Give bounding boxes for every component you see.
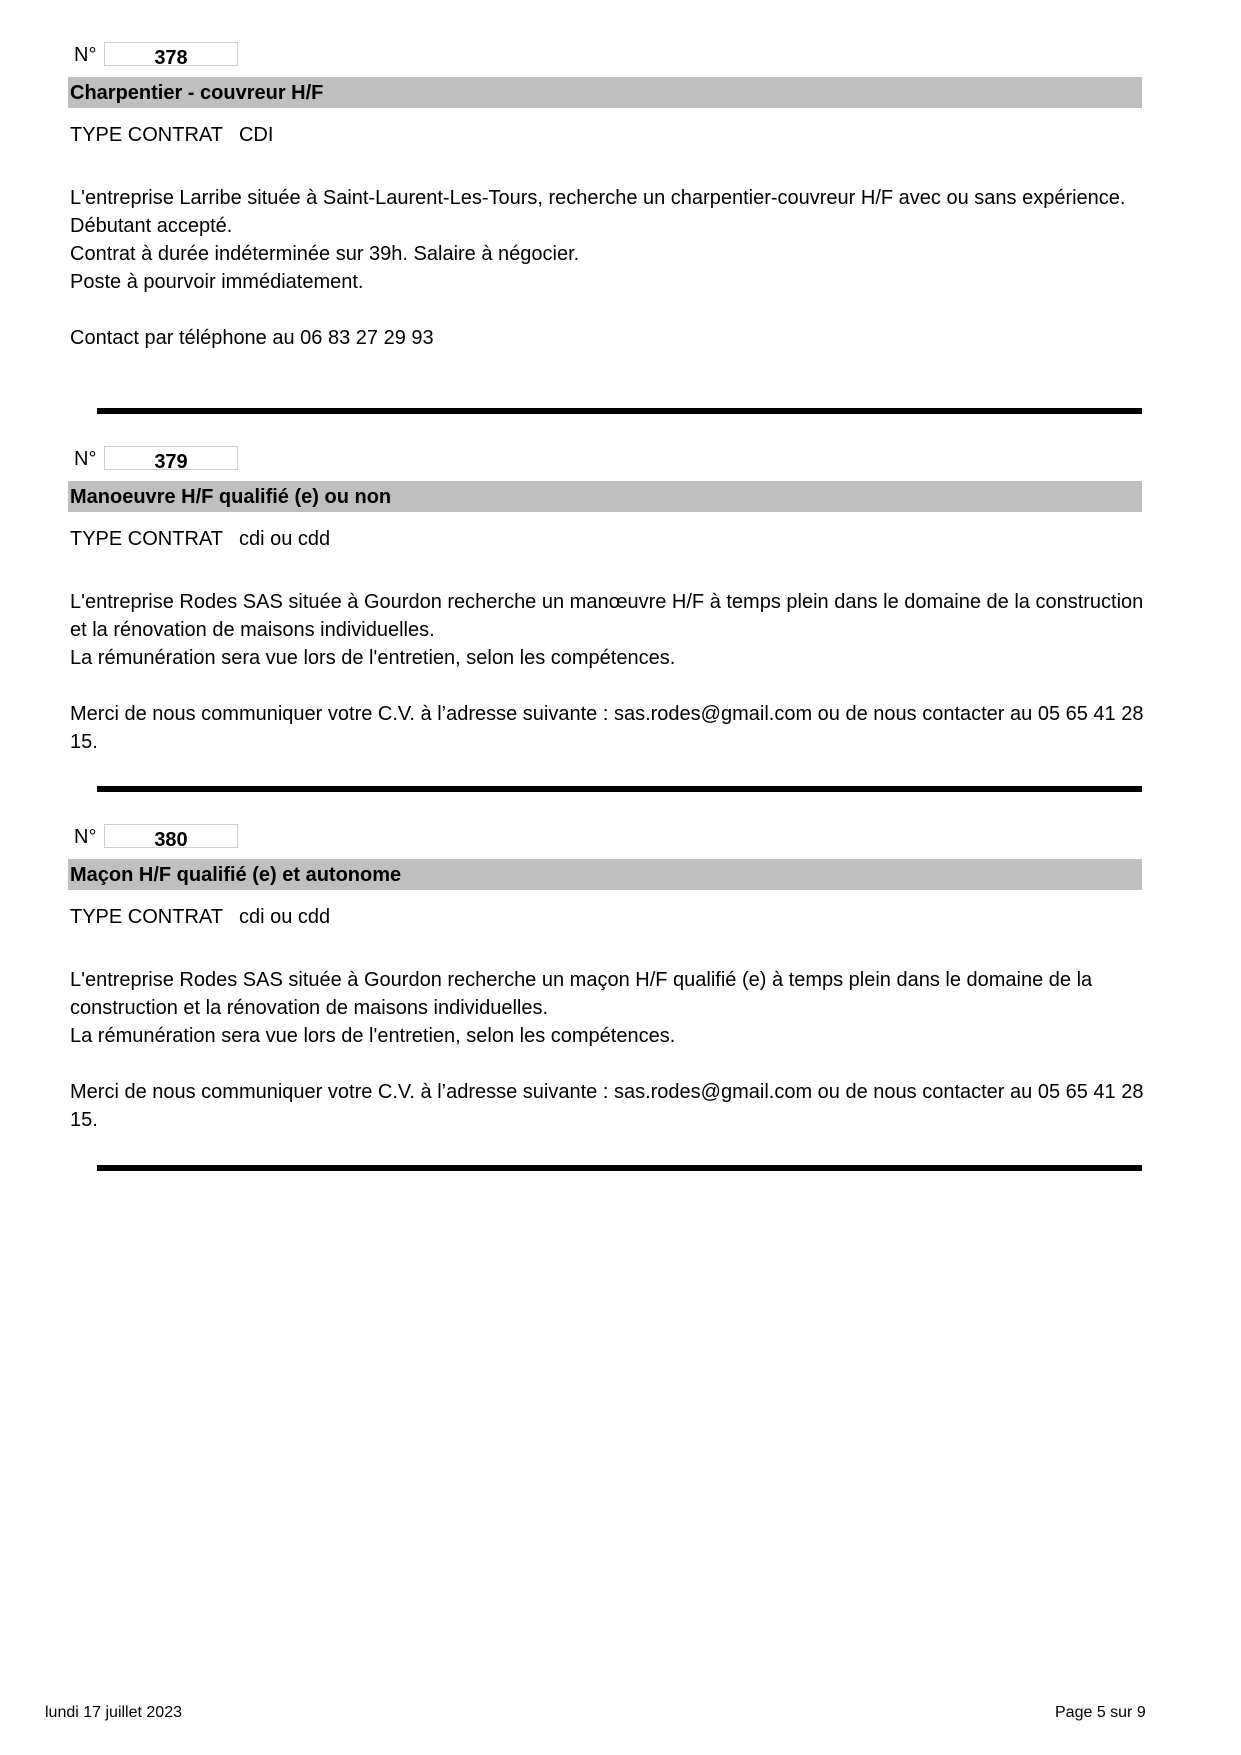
- number-label: N°: [74, 448, 97, 470]
- contact-line: Merci de nous communiquer votre C.V. à l’adresse suivante : sas.rodes@gmail.com ou de nous contacter au 05 65 41 28 15.: [70, 703, 1144, 753]
- contract-type: [70, 904, 330, 930]
- offer-separator: [97, 408, 1142, 414]
- offer-title: Manoeuvre H/F qualifié (e) ou non: [68, 481, 1142, 512]
- offer-title: Charpentier - couvreur H/F: [68, 77, 1142, 108]
- description-line: L'entreprise Larribe située à Saint-Laurent-Les-Tours, recherche un charpentier-couvreur H/F avec ou sans expérience.: [70, 187, 1126, 209]
- number-label: N°: [74, 826, 97, 848]
- number-label: N°: [74, 44, 97, 66]
- offer-number-row: [74, 42, 188, 69]
- contract-label: TYPE CONTRAT: [70, 124, 223, 146]
- offer-number-row: [74, 446, 188, 473]
- description-line: L'entreprise Rodes SAS située à Gourdon recherche un maçon H/F qualifié (e) à temps plein dans le domaine de la construction et la rénovation de maisons individuelles.: [70, 969, 1093, 1019]
- description-line: Contrat à durée indéterminée sur 39h. Salaire à négocier.: [70, 243, 580, 265]
- contract-value: cdi ou cdd: [238, 906, 331, 928]
- offer-description: [70, 588, 1160, 756]
- description-line: La rémunération sera vue lors de l'entretien, selon les compétences.: [70, 1025, 676, 1047]
- offer-description: [70, 184, 1160, 352]
- description-line: L'entreprise Rodes SAS située à Gourdon recherche un manœuvre H/F à temps plein dans le domaine de la construction et la rénovation de maisons individuelles.: [70, 591, 1144, 641]
- offer-number-row: [74, 824, 188, 851]
- blank-line: [70, 296, 1160, 324]
- contract-value: cdi ou cdd: [238, 528, 331, 550]
- contract-label: TYPE CONTRAT: [70, 906, 223, 928]
- offer-separator: [97, 1165, 1142, 1171]
- offer-separator: [97, 786, 1142, 792]
- description-line: La rémunération sera vue lors de l'entretien, selon les compétences.: [70, 647, 676, 669]
- footer-page-number: Page 5 sur 9: [1055, 1704, 1146, 1721]
- blank-line: [70, 672, 1160, 700]
- footer-date: lundi 17 juillet 2023: [45, 1704, 182, 1721]
- contract-value: CDI: [238, 124, 274, 146]
- contract-label: TYPE CONTRAT: [70, 528, 223, 550]
- contact-line: Merci de nous communiquer votre C.V. à l’adresse suivante : sas.rodes@gmail.com ou de nous contacter au 05 65 41 28 15.: [70, 1081, 1144, 1131]
- description-line: Poste à pourvoir immédiatement.: [70, 271, 364, 293]
- description-line: Débutant accepté.: [70, 215, 233, 237]
- offer-number: 380: [104, 824, 238, 848]
- contract-type: [70, 122, 273, 148]
- offer-description: [70, 966, 1160, 1134]
- offer-title: Maçon H/F qualifié (e) et autonome: [68, 859, 1142, 890]
- offer-number: 379: [104, 446, 238, 470]
- contract-type: [70, 526, 330, 552]
- blank-line: [70, 1050, 1160, 1078]
- contact-line: Contact par téléphone au 06 83 27 29 93: [70, 327, 434, 349]
- offer-number: 378: [104, 42, 238, 66]
